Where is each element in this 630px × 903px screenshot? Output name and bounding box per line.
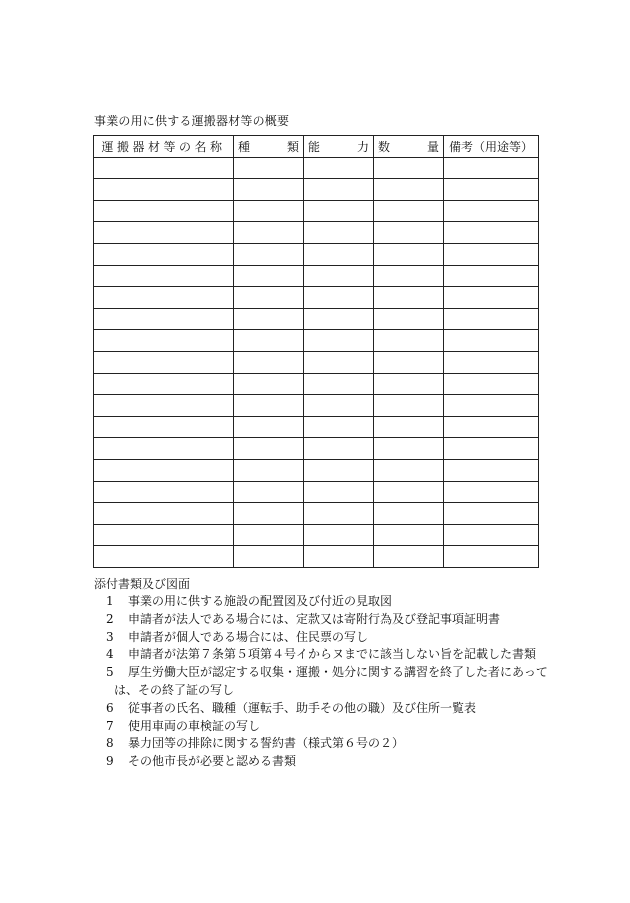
table-cell[interactable] [94,243,234,265]
table-cell[interactable] [444,243,539,265]
table-cell[interactable] [374,524,444,546]
attachment-item [94,629,574,647]
table-cell[interactable] [94,308,234,330]
table-cell[interactable] [374,179,444,201]
table-cell[interactable] [94,200,234,222]
table-cell[interactable] [304,265,374,287]
table-cell[interactable] [304,546,374,568]
table-cell[interactable] [444,179,539,201]
table-cell[interactable] [374,200,444,222]
table-cell[interactable] [234,179,304,201]
table-cell[interactable] [444,395,539,417]
table-cell[interactable] [234,503,304,525]
table-cell[interactable] [304,287,374,309]
table-row [94,222,539,244]
table-cell[interactable] [374,157,444,179]
table-cell[interactable] [304,157,374,179]
attachment-text: 暴力団等の排除に関する誓約書（様式第６号の２） [128,736,405,751]
table-row [94,524,539,546]
table-cell[interactable] [234,200,304,222]
equipment-table [93,135,539,568]
attachment-number: 7 [106,718,114,733]
table-cell[interactable] [94,373,234,395]
table-cell[interactable] [444,546,539,568]
table-cell[interactable] [444,438,539,460]
header-remarks: 備考（用途等） [444,136,539,158]
table-row [94,200,539,222]
table-cell[interactable] [94,438,234,460]
table-cell[interactable] [304,200,374,222]
attachment-text: その他市長が必要と認める書類 [128,754,297,769]
attachment-text: 従事者の氏名、職種（運転手、助手その他の職）及び住所一覧表 [128,700,477,715]
table-cell[interactable] [94,481,234,503]
table-cell[interactable] [444,308,539,330]
table-row [94,287,539,309]
table-cell[interactable] [234,524,304,546]
table-row [94,459,539,481]
table-cell[interactable] [94,546,234,568]
table-cell[interactable] [374,351,444,373]
table-cell[interactable] [234,395,304,417]
attachment-text: 申請者が個人である場合には、住民票の写し [128,629,369,644]
table-cell[interactable] [374,416,444,438]
table-cell[interactable] [444,222,539,244]
table-header-row [94,136,539,158]
table-cell[interactable] [304,373,374,395]
table-cell[interactable] [374,222,444,244]
table-row [94,265,539,287]
attachment-number: 5 [106,665,114,680]
table-cell[interactable] [304,330,374,352]
table-cell[interactable] [374,373,444,395]
table-cell[interactable] [234,438,304,460]
table-cell[interactable] [304,459,374,481]
table-cell[interactable] [234,351,304,373]
table-row [94,243,539,265]
attachment-number: 3 [106,629,114,644]
attachment-item [94,753,574,771]
table-cell[interactable] [444,416,539,438]
table-row [94,373,539,395]
table-row [94,179,539,201]
table-cell[interactable] [374,546,444,568]
attachments-title: 添付書類及び図面 [94,577,191,591]
header-equipment-name: 運搬器材等の名称 [94,136,234,158]
table-cell[interactable] [234,459,304,481]
table-cell[interactable] [94,459,234,481]
table-cell[interactable] [94,395,234,417]
table-cell[interactable] [234,481,304,503]
attachment-item [94,700,574,718]
table-row [94,351,539,373]
attachment-number: 4 [106,647,114,662]
table-cell[interactable] [374,481,444,503]
table-cell[interactable] [444,330,539,352]
attachment-text: 申請者が法第７条第５項第４号イからヌまでに該当しない旨を記載した書類 [128,647,537,662]
table-cell[interactable] [234,416,304,438]
table-row [94,395,539,417]
table-cell[interactable] [234,330,304,352]
attachment-item [94,611,574,629]
table-cell[interactable] [444,265,539,287]
table-cell[interactable] [234,287,304,309]
table-row [94,438,539,460]
table-cell[interactable] [234,265,304,287]
table-cell[interactable] [304,438,374,460]
table-cell[interactable] [304,395,374,417]
table-cell[interactable] [94,265,234,287]
table-row [94,416,539,438]
table-title: 事業の用に供する運搬器材等の概要 [94,114,290,128]
table-cell[interactable] [304,416,374,438]
table-cell[interactable] [374,395,444,417]
attachment-text: 使用車両の車検証の写し [128,718,261,733]
table-cell[interactable] [304,179,374,201]
attachment-item [94,735,574,753]
table-cell[interactable] [94,157,234,179]
attachment-number: 2 [106,611,114,626]
attachment-text-continued: は、その終了証の写し [114,682,235,697]
table-cell[interactable] [94,179,234,201]
table-cell[interactable] [444,459,539,481]
table-cell[interactable] [304,503,374,525]
header-quantity: 数 量 [374,136,444,158]
attachment-text: 厚生労働大臣が認定する収集・運搬・処分に関する講習を終了した者にあって [128,665,548,680]
table-cell[interactable] [374,503,444,525]
table-cell[interactable] [374,265,444,287]
header-capacity: 能 力 [304,136,374,158]
table-cell[interactable] [374,287,444,309]
table-cell[interactable] [94,503,234,525]
table-cell[interactable] [444,287,539,309]
attachment-number: 8 [106,736,114,751]
table-row [94,330,539,352]
table-cell[interactable] [94,330,234,352]
table-row [94,481,539,503]
table-cell[interactable] [374,243,444,265]
attachment-number: 1 [106,594,114,608]
table-row [94,546,539,568]
table-cell[interactable] [444,481,539,503]
attachment-item [94,593,574,611]
table-cell[interactable] [234,373,304,395]
table-cell[interactable] [94,351,234,373]
table-cell[interactable] [444,351,539,373]
table-cell[interactable] [234,243,304,265]
attachments-list [94,593,574,771]
table-cell[interactable] [304,351,374,373]
table-row [94,503,539,525]
table-cell[interactable] [374,308,444,330]
table-row [94,157,539,179]
attachment-item [94,718,574,736]
attachment-item [94,664,574,700]
table-cell[interactable] [94,222,234,244]
table-cell[interactable] [444,503,539,525]
table-cell[interactable] [234,157,304,179]
table-cell[interactable] [94,524,234,546]
table-cell[interactable] [94,287,234,309]
table-cell[interactable] [444,373,539,395]
table-cell[interactable] [444,524,539,546]
table-cell[interactable] [94,416,234,438]
table-cell[interactable] [374,330,444,352]
attachment-number: 9 [106,754,114,769]
attachment-item [94,646,574,664]
table-cell[interactable] [234,308,304,330]
table-cell[interactable] [374,459,444,481]
attachment-text: 事業の用に供する施設の配置図及び付近の見取図 [128,594,393,608]
attachment-text: 申請者が法人である場合には、定款又は寄附行為及び登記事項証明書 [128,611,501,626]
table-cell[interactable] [444,157,539,179]
table-cell[interactable] [304,308,374,330]
table-cell[interactable] [444,200,539,222]
table-cell[interactable] [304,222,374,244]
table-cell[interactable] [234,546,304,568]
table-cell[interactable] [374,438,444,460]
table-cell[interactable] [304,481,374,503]
attachment-number: 6 [106,700,114,715]
table-cell[interactable] [234,222,304,244]
header-type: 種 類 [234,136,304,158]
table-cell[interactable] [304,524,374,546]
table-row [94,308,539,330]
table-cell[interactable] [304,243,374,265]
